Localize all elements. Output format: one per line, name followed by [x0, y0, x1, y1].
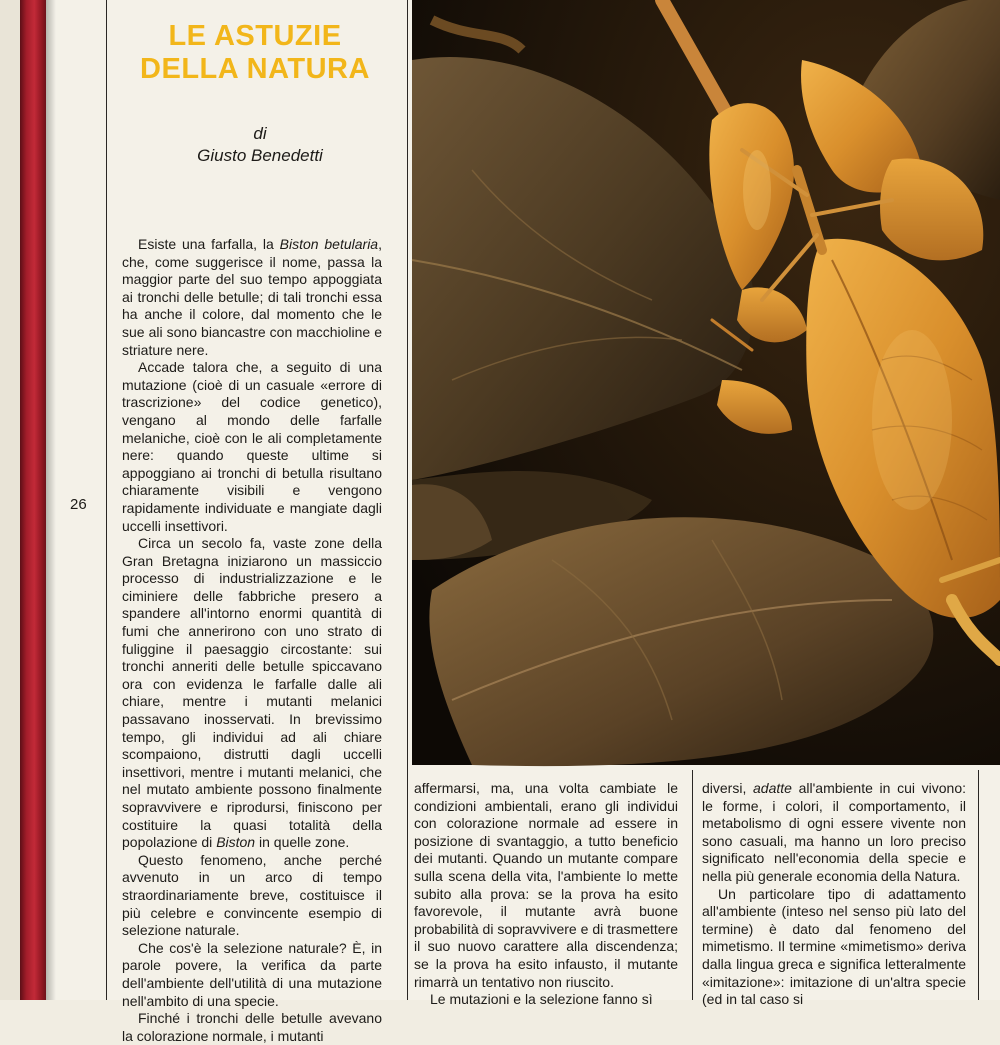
text-column-1: [122, 236, 382, 1044]
page-edge: [0, 0, 20, 1000]
text-column-3: [702, 780, 967, 1008]
title-line-1: LE ASTUZIE: [168, 20, 342, 52]
paragraph: Le mutazioni e la selezione fanno sì: [430, 991, 653, 1008]
species-name: Biston: [216, 834, 256, 851]
column-rule-left: [106, 0, 107, 1000]
article-title: [110, 20, 400, 86]
book-binding: [20, 0, 46, 1000]
paragraph: Accade talora che, a seguito di una mutazione (cioè di un casuale «errore di trascrizione» del codice genetico), vengano al mondo delle farfalle melaniche, cioè con le ali completamente nere: quando queste ultime si appoggiano ai tronchi di betulla risultano chiaramente visibili e vengono rapidamente individuate e mangiate dagli uccelli insettivori.: [122, 359, 382, 534]
paragraph: Finché i tronchi delle betulle avevano la colorazione normale, i mutanti: [122, 1010, 382, 1044]
text-run: in quelle zone.: [255, 834, 350, 851]
paragraph: Che cos'è la selezione naturale? È, in parole povere, la verifica da parte dell'ambiente dell'utilità di una mutazione nell'ambito di una specie.: [122, 939, 382, 1009]
byline-author: Giusto Benedetti: [197, 146, 323, 165]
paragraph: Un particolare tipo di adattamento all'ambiente (inteso nel senso più lato del termine) è dato dal fenomeno del mimetismo. Il termine «mimetismo» deriva dalla lingua greca e significa letteralmente «imitazione»: imitazione di un'altra specie (ed in tal caso si: [702, 885, 966, 1008]
leaf-insect-photo: [412, 0, 1000, 765]
text-run: , che, come suggerisce il nome, passa la maggior parte del suo tempo appoggiata ai tronchi delle betulle; di tali tronchi essa ha anche il colore, dal momento che le sue ali sono biancastre con macchioline e striature nere.: [122, 236, 382, 358]
paragraph: Questo fenomeno, anche perché avvenuto in un arco di tempo straordinariamente breve, costituisce il più celebre e convincente esempio di selezione naturale.: [122, 851, 382, 939]
text-run: all'ambiente in cui vivono: le forme, i colori, il comportamento, il metabolismo di ogni essere vivente non sono casuali, ma hanno un loro preciso significato nell'economia della specie e nella più generale economia della Natura.: [702, 780, 967, 884]
byline-prefix: di: [253, 124, 267, 143]
column-rule-right: [978, 770, 979, 1000]
title-line-2: DELLA NATURA: [140, 53, 370, 85]
text-column-2: [414, 780, 678, 1008]
text-run: diversi,: [702, 780, 754, 796]
text-run: Esiste una farfalla, la: [138, 236, 280, 252]
text-run: Circa un secolo fa, vaste zone della Gran Bretagna iniziarono un massiccio processo di industrializzazione e le ciminiere delle fabbriche presero a spandere all'intorno enormi quantità di fumi che annerirono con uno strato di fuliggine il paesaggio circostante: sui tronchi anneriti delle betulle spiccavano ora con evidenza le farfalle dalle ali chiare, mentre i mutanti melanici passavano inosservati. In brevissimo tempo, gli individui ad ali chiare scompaiono, distrutti dagli uccelli insettivori, mentre i mutanti melanici, che nel mutato ambiente possono finalmente sopravvivere e riprodursi, finiscono per costituire la quasi totalità della popolazione di: [122, 535, 382, 851]
species-name: Biston betularia: [279, 236, 379, 252]
binding-shadow: [46, 0, 56, 1000]
emphasis: adatte: [753, 780, 792, 796]
paragraph: [122, 535, 382, 852]
column-rule-lower: [692, 770, 693, 1000]
paragraph: [122, 236, 382, 359]
page-number: 26: [70, 496, 87, 513]
paragraph: [702, 780, 966, 886]
paragraph: affermarsi, ma, una volta cambiate le condizioni ambientali, erano gli individui con colorazione normale ad essere in posizione di svantaggio, a tutto beneficio dei mutanti. Quando un mutante compare sulla scena della vita, l'ambiente lo mette subito alla prova: se la prova ha esito favorevole, il mutante avrà buone probabilità di sopravvivere e di trasmettere il suo nuovo carattere alla discendenza; se la prova ha esito infausto, il mutante rimarrà un tentativo non riuscito.: [414, 780, 678, 990]
